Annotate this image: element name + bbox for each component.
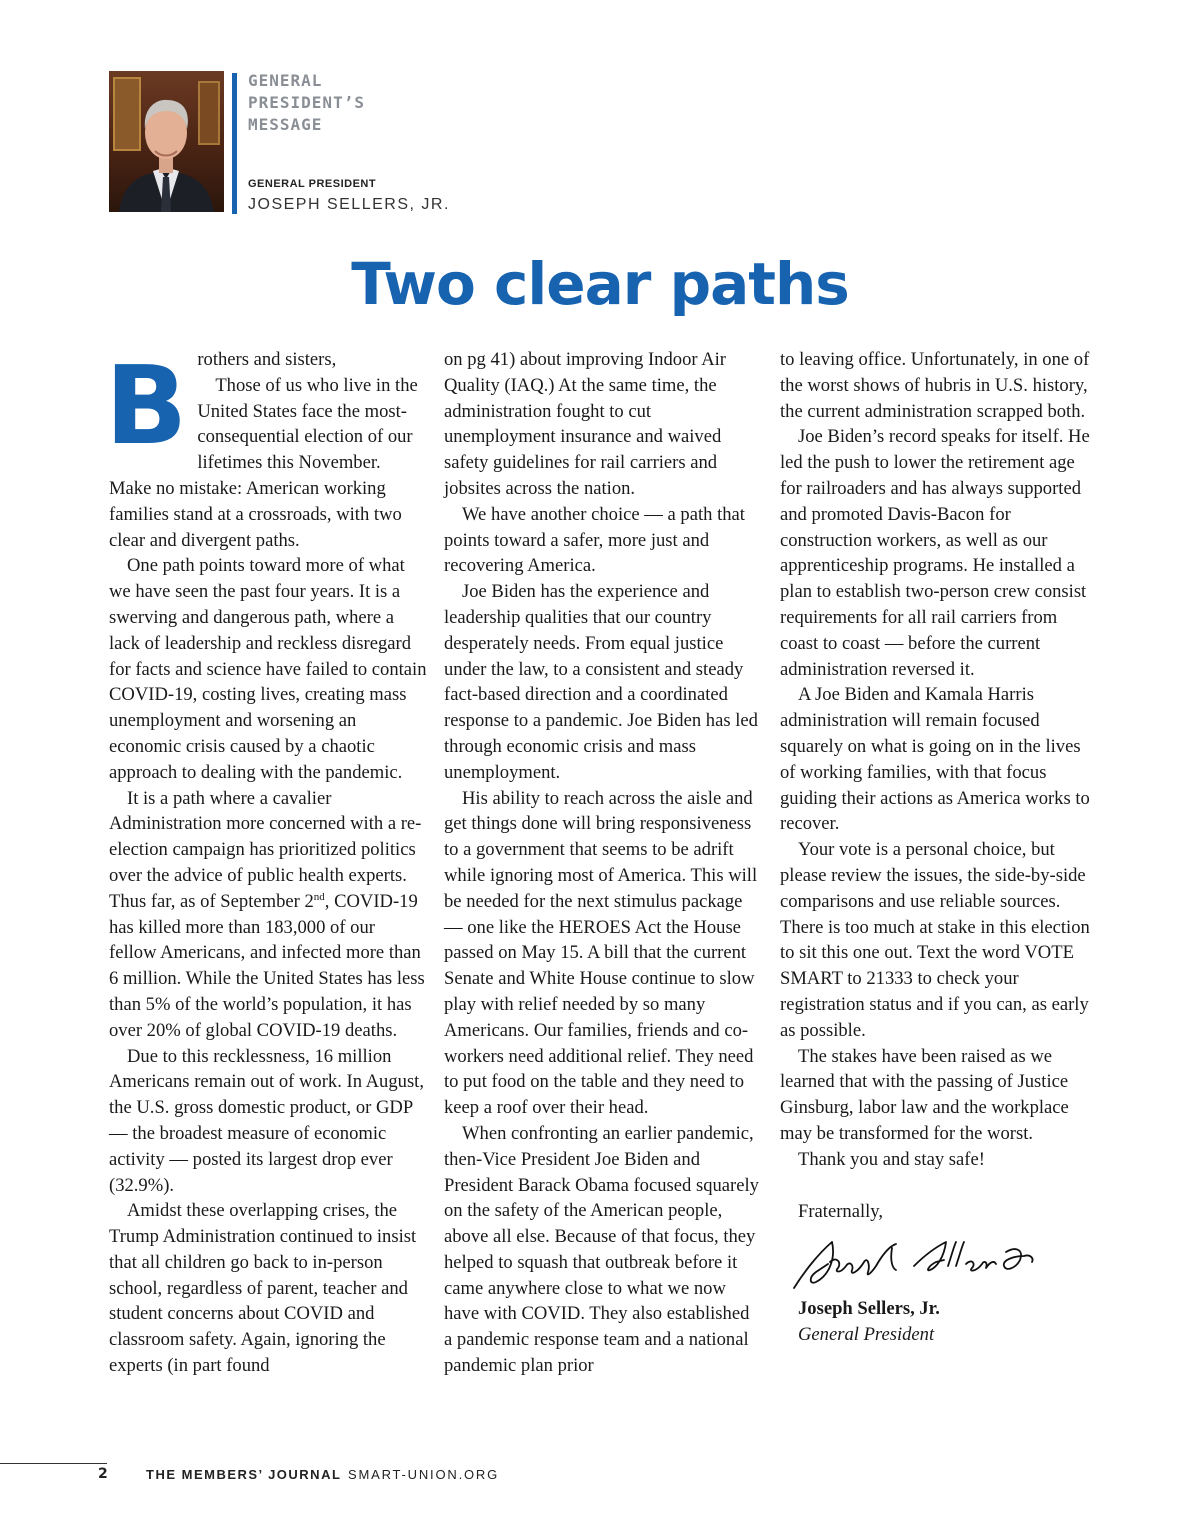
journal-name: THE MEMBERS’ JOURNAL: [146, 1467, 342, 1482]
paragraph: rothers and sisters,: [197, 349, 337, 370]
author-role: GENERAL PRESIDENT: [248, 178, 377, 190]
header-accent-bar: [232, 73, 237, 214]
page-number: 2: [98, 1466, 108, 1482]
website-link[interactable]: SMART-UNION.ORG: [348, 1467, 499, 1482]
date-day: 2: [304, 890, 314, 912]
article-column-1: [105, 344, 427, 1379]
paragraph: Joe Biden’s record speaks for itself. He led the push to lower the retirement age for railroaders and has always supported and promoted Davis-Bacon for construction workers, as well as our apprenticeship programs. He installed a plan to establish two-person crew consist requirements for all rail carriers from coast to coast — before the current administration reversed it.: [780, 426, 1090, 680]
paragraph: [109, 786, 427, 1044]
section-kicker: [248, 70, 365, 136]
paragraph: When confronting an earlier pandemic, then-Vice President Joe Biden and President Barack Obama focused squarely on the safety of the American people, above all else. Because of that focus, they helped to squash that outbreak before it came anywhere close to what we now have with COVID. They also established a pandemic response team and a national pandemic plan prior: [444, 1122, 759, 1377]
paragraph: Those of us who live in the United States face the most-consequential election of our lifetimes this November. Make no mistake: American working families stand at a crossroads, with two clear and divergent paths.: [109, 374, 418, 551]
closing: Fraternally,: [798, 1200, 884, 1222]
drop-cap: B: [105, 344, 188, 469]
kicker-line: GENERAL: [248, 71, 323, 90]
paragraph: to leaving office. Unfortunately, in one of the worst shows of hubris in U.S. history, the current administration scrapped both.: [780, 349, 1090, 422]
article-column-2: [444, 347, 762, 1379]
date-suffix: nd: [313, 890, 325, 903]
kicker-line: MESSAGE: [248, 115, 323, 134]
paragraph: Due to this recklessness, 16 million Americans remain out of work. In August, the U.S. gross domestic product, or GDP — the broadest measure of economic activity — posted its largest drop ever (32.9%).: [109, 1045, 424, 1196]
paragraph: One path points toward more of what we have seen the past four years. It is a swerving and dangerous path, where a lack of leadership and reckless disregard for facts and science have failed to contain COVID-19, costing lives, creating mass unemployment and worsening an economic crisis caused by a chaotic approach to dealing with the pandemic.: [109, 555, 427, 783]
paragraph-text: It is a path where a cavalier Administration more concerned with a re-election campaign has prioritized politics over the advice of public health experts. Thus far, as of September: [109, 787, 422, 912]
paragraph: Joe Biden has the experience and leadership qualities that our country desperately needs. From equal justice under the law, to a consistent and steady fact-based direction and a coordinated response to a pandemic. Joe Biden has led through economic crisis and mass unemployment.: [444, 581, 758, 783]
paragraph: Your vote is a personal choice, but please review the issues, the side-by-side comparisons and use reliable sources. There is too much at stake in this election to sit this one out. Text the word VOTE SMART to 21333 to check your registration status and if you can, as early as possible.: [780, 839, 1090, 1041]
signature-image: [780, 1232, 1040, 1296]
paragraph: His ability to reach across the aisle and get things done will bring responsiveness to a government that seems to be adrift while ignoring most of America. This will be needed for the next stimulus package — one like the HEROES Act the House passed on May 15. A bill that the current Senate and White House continue to slow play with relief needed by so many Americans. Our families, friends and co-workers need additional relief. They need to put food on the table and they need to keep a roof over their head.: [444, 787, 758, 1119]
sign-off: [780, 1199, 1100, 1348]
kicker-line: PRESIDENT’S: [248, 93, 365, 112]
paragraph: A Joe Biden and Kamala Harris administration will remain focused squarely on what is going on in the lives of working families, with that focus guiding their actions as America works to recover.: [780, 684, 1090, 835]
paragraph-text: , COVID-19 has killed more than 183,000 of our fellow Americans, and infected more than 6 million. While the United States has less than 5% of the world’s population, it has over 20% of global COVID-19 deaths.: [109, 890, 425, 1041]
paragraph: Amidst these overlapping crises, the Trump Administration continued to insist that all children go back to in-person school, regardless of parent, teacher and student concerns about COVID and classroom safety. Again, ignoring the experts (in part found: [109, 1200, 417, 1377]
signer-name: Joseph Sellers, Jr.: [798, 1298, 940, 1320]
paragraph: The stakes have been raised as we learned that with the passing of Justice Ginsburg, labor law and the workplace may be transformed for the worst.: [780, 1045, 1069, 1144]
footer-rule: [0, 1463, 107, 1464]
paragraph: on pg 41) about improving Indoor Air Quality (IAQ.) At the same time, the administration fought to cut unemployment insurance and waived safety guidelines for rail carriers and jobsites across the nation.: [444, 349, 726, 499]
author-name: JOSEPH SELLERS, JR.: [248, 196, 450, 213]
author-photo: [109, 71, 224, 212]
article-column-3: [780, 347, 1100, 1348]
paragraph: Thank you and stay safe!: [798, 1148, 985, 1170]
page-title: Two clear paths: [351, 250, 849, 318]
signer-title: General President: [798, 1324, 935, 1346]
paragraph: We have another choice — a path that points toward a safer, more just and recovering America.: [444, 503, 745, 577]
